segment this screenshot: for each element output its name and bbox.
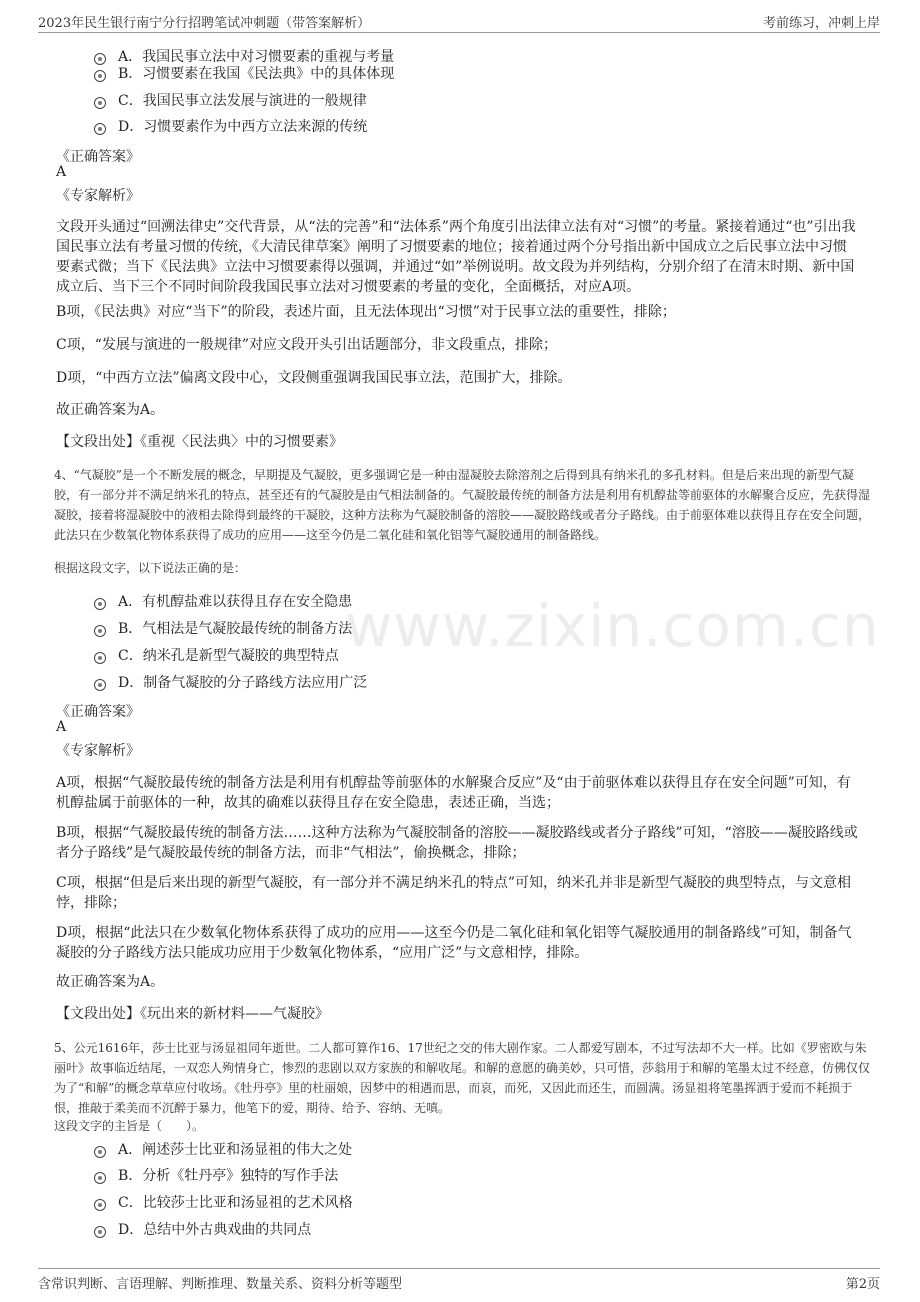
q3-analysis-main: 文段开头通过“回溯法律史”交代背景，从“法的完善”和“法体系”两个角度引出法律立法有对“习惯”的考量。紧接着通过“也”引出我国民事立法有考量习惯的传统，《大清民律草案》阐明了习惯要素的地位；接着通过两个分号指出新中国成立之后民事立法中习惯要素式微；当下《民法典》立法中习惯要素得以强调，并通过“如”举例说明。故文段为并列结构，分别介绍了在清末时期、新中国成立后、当下三个不同时间阶段我国民事立法对习惯要素的考量的变化，全面概括，对应A项。 xyxy=(56,219,856,295)
option-text: B．分析《牡丹亭》独特的写作手法 xyxy=(118,1168,339,1184)
radio-icon[interactable] xyxy=(94,123,106,135)
option-text: A．有机醇盐难以获得且存在安全隐患 xyxy=(118,594,353,610)
option-text: C．纳米孔是新型气凝胶的典型特点 xyxy=(118,648,339,664)
page-header xyxy=(38,10,880,33)
page-number: 第2页 xyxy=(845,1277,880,1292)
q4-answer: A xyxy=(56,719,67,735)
q5-prompt: 这段文字的主旨是（ ）。 xyxy=(54,1119,205,1133)
q4-analysis-d: D项，根据“此法只在少数氧化物体系获得了成功的应用——这至今仍是二氧化硅和氧化铝等气凝胶通用的制备路线”可知，制备气凝胶的分子路线方法只能成功应用于少数氧化物体系，“应用广泛”与文意相悖，排除。 xyxy=(56,925,852,961)
radio-icon[interactable] xyxy=(94,679,106,691)
q4-prompt: 根据这段文字，以下说法正确的是： xyxy=(54,561,247,575)
radio-icon[interactable] xyxy=(94,625,106,637)
q4-option-a[interactable] xyxy=(94,592,352,610)
q5-option-c[interactable] xyxy=(94,1193,353,1211)
q3-analysis-d: D项，“中西方立法”偏离文段中心，文段侧重强调我国民事立法，范围扩大，排除。 xyxy=(56,370,572,386)
q3-option-c[interactable] xyxy=(94,91,367,109)
radio-icon[interactable] xyxy=(94,97,106,109)
radio-icon[interactable] xyxy=(94,1226,106,1238)
q4-stem: 4、“气凝胶”是一个不断发展的概念，早期提及气凝胶，更多强调它是一种由湿凝胶去除溶剂之后得到具有纳米孔的多孔材料。但是后来出现的新型气凝胶，有一部分并不满足纳米孔的特点，甚至还有的气凝胶是由气相法制备的。气凝胶最传统的制备方法是利用有机醇盐等前驱体的水解聚合反应，先获得湿凝胶，接着将湿凝胶中的液相去除得到最终的干凝胶，这种方法称为气凝胶制备的溶胶——凝胶路线或者分子路线。由于前驱体难以获得且存在安全问题，此法只在少数氧化物体系获得了成功的应用——这至今仍是二氧化硅和氧化铝等气凝胶通用的制备路线。 xyxy=(54,468,871,542)
option-text: B．习惯要素在我国《民法典》中的具体体现 xyxy=(118,66,395,82)
radio-icon[interactable] xyxy=(94,598,106,610)
q3-answer-label: 《正确答案》 xyxy=(56,149,140,165)
q3-analysis-b: B项，《民法典》对应“当下”的阶段，表述片面，且无法体现出“习惯”对于民事立法的重要性，排除； xyxy=(56,304,676,320)
header-title: 2023年民生银行南宁分行招聘笔试冲刺题（带答案解析） xyxy=(38,16,371,31)
radio-icon[interactable] xyxy=(94,1172,106,1184)
q5-option-a[interactable] xyxy=(94,1140,352,1158)
header-slogan: 考前练习，冲刺上岸 xyxy=(762,16,880,31)
option-text: D．习惯要素作为中西方立法来源的传统 xyxy=(118,119,368,135)
option-text: A．我国民事立法中对习惯要素的重视与考量 xyxy=(118,49,395,65)
radio-icon[interactable] xyxy=(94,1146,106,1158)
q3-conclusion: 故正确答案为A。 xyxy=(56,402,165,418)
q3-source: 【文段出处】《重视〈民法典〉中的习惯要素》 xyxy=(56,434,343,450)
q4-analysis-b: B项，根据“气凝胶最传统的制备方法……这种方法称为气凝胶制备的溶胶——凝胶路线或者分子路线”可知，“溶胶——凝胶路线或者分子路线”是气凝胶最传统的制备方法，而非“气相法”，偷换概念，排除； xyxy=(56,825,858,861)
option-text: D．总结中外古典戏曲的共同点 xyxy=(118,1222,312,1238)
q4-option-d[interactable] xyxy=(94,673,367,691)
watermark: www.zixin.com.cn xyxy=(345,592,880,660)
q5-stem: 5、公元1616年，莎士比亚与汤显祖同年逝世。二人都可算作16、17世纪之交的伟大剧作家。二人都爱写剧本，不过写法却不大一样。比如《罗密欧与朱丽叶》故事临近结尾，一双恋人殉情身亡，惨烈的悲剧以双方家族的和解收尾。和解的意愿的确美妙，只可惜，莎翁用于和解的笔墨太过不经意，仿佛仅仅为了“和解”的概念草草应付收场。《牡丹亭》里的杜丽娘，因梦中的相遇而思，而哀，而死，又因此而还生，而圆满。汤显祖将笔墨挥洒于爱而不耗损于恨，推敲于柔美而不沉醉于暴力，他笔下的爱，期待、给予、容纳、无嗔。 xyxy=(54,1041,871,1115)
q4-analysis-label: 《专家解析》 xyxy=(56,743,140,759)
option-text: C．比较莎士比亚和汤显祖的艺术风格 xyxy=(118,1195,353,1211)
footer-note: 含常识判断、言语理解、判断推理、数量关系、资料分析等题型 xyxy=(38,1277,403,1292)
q3-option-d[interactable] xyxy=(94,117,367,135)
q4-answer-label: 《正确答案》 xyxy=(56,704,140,720)
q4-analysis-c: C项，根据“但是后来出现的新型气凝胶，有一部分并不满足纳米孔的特点”可知，纳米孔并非是新型气凝胶的典型特点，与文意相悖，排除； xyxy=(56,875,852,911)
q4-source: 【文段出处】《玩出来的新材料——气凝胶》 xyxy=(56,1006,329,1022)
option-text: A．阐述莎士比亚和汤显祖的伟大之处 xyxy=(118,1142,353,1158)
option-text: D．制备气凝胶的分子路线方法应用广泛 xyxy=(118,675,368,691)
radio-icon[interactable] xyxy=(94,70,106,82)
q4-analysis-a: A项，根据“气凝胶最传统的制备方法是利用有机醇盐等前驱体的水解聚合反应”及“由于前驱体难以获得且存在安全问题”可知，有机醇盐属于前驱体的一种，故其的确难以获得且存在安全隐患，表述正确，当选； xyxy=(56,775,851,811)
option-text: B．气相法是气凝胶最传统的制备方法 xyxy=(118,621,353,637)
q4-option-c[interactable] xyxy=(94,646,339,664)
q5-option-b[interactable] xyxy=(94,1166,338,1184)
q3-analysis-label: 《专家解析》 xyxy=(56,188,140,204)
q3-analysis-c: C项，“发展与演进的一般规律”对应文段开头引出话题部分，非文段重点，排除； xyxy=(56,337,558,353)
q4-option-b[interactable] xyxy=(94,619,352,637)
q3-option-b[interactable] xyxy=(94,64,394,82)
option-text: C．我国民事立法发展与演进的一般规律 xyxy=(118,93,367,109)
radio-icon[interactable] xyxy=(94,652,106,664)
q4-conclusion: 故正确答案为A。 xyxy=(56,974,165,990)
page-footer xyxy=(38,1268,880,1291)
q5-option-d[interactable] xyxy=(94,1220,311,1238)
q3-answer: A xyxy=(56,164,67,180)
radio-icon[interactable] xyxy=(94,1199,106,1211)
